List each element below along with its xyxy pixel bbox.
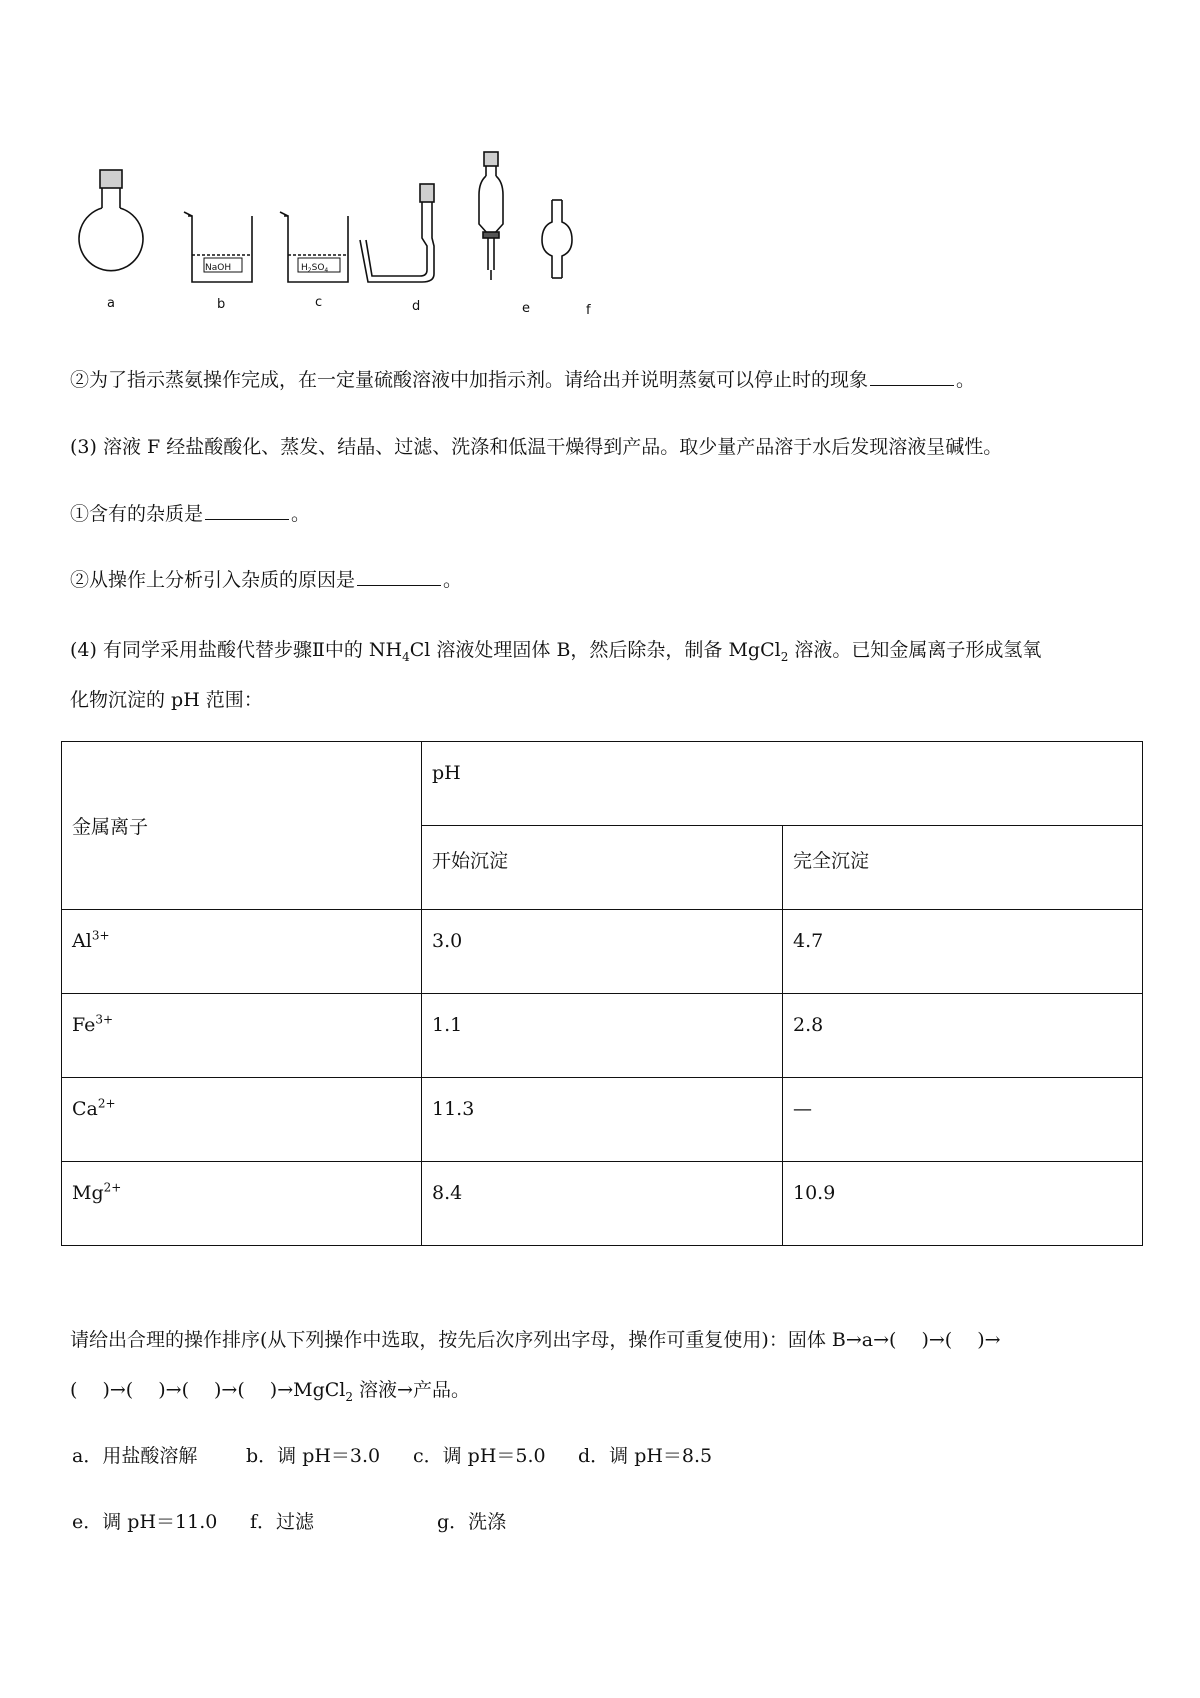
beaker-c-label: $H_2SO_4$ [301,263,329,274]
complete-cell: 4.7 [783,910,1143,994]
start-cell: 3.0 [422,910,783,994]
option-b: b．调 pH＝3.0 [246,1445,381,1467]
table-row [62,910,1143,994]
question-4-line2: 化物沉淀的 pH 范围： [70,689,263,711]
beaker-b-label: NaOH [205,263,232,273]
dropping-funnel [479,152,503,280]
label-c: c [315,295,323,310]
complete-cell: 10.9 [783,1162,1143,1246]
ph-table [61,741,1143,1246]
header-ion: 金属离子 [62,742,422,910]
answer-blank [357,569,441,586]
bent-tube [360,184,434,282]
order-line1: 请给出合理的操作排序(从下列操作中选取，按先后次序列出字母，操作可重复使用)：固体 B→a→( )→( )→ [70,1329,1001,1351]
answer-blank [205,503,289,520]
label-e: e [522,301,530,316]
question-3-2: ②从操作上分析引入杂质的原因是 。 [70,569,463,591]
drying-tube [542,200,572,278]
complete-cell: — [783,1078,1143,1162]
header-complete: 完全沉淀 [783,826,1143,910]
option-e: e．调 pH＝11.0 [72,1511,218,1533]
complete-cell: 2.8 [783,994,1143,1078]
header-ph: pH [422,742,1143,826]
label-b: b [217,297,226,312]
label-d: d [412,299,421,314]
option-c: c．调 pH＝5.0 [413,1445,546,1467]
option-f: f．过滤 [250,1511,315,1533]
ion-cell: $Fe^{3+}$ [62,994,422,1078]
apparatus-figure [70,150,630,320]
answer-blank [870,369,954,386]
question-4-line1: (4) 有同学采用盐酸代替步骤Ⅱ中的 $NH_4Cl$ 溶液处理固体 B，然后除杂，制备 MgCl$_2$ 溶液。已知金属离子形成氢氧 [70,639,1042,664]
question-3-1: ①含有的杂质是 。 [70,503,311,525]
ion-cell: $Mg^{2+}$ [62,1162,422,1246]
option-a: a．用盐酸溶解 [72,1445,198,1467]
start-cell: 8.4 [422,1162,783,1246]
table-row [62,1078,1143,1162]
start-cell: 11.3 [422,1078,783,1162]
question-2-2: ②为了指示蒸氨操作完成，在一定量硫酸溶液中加指示剂。请给出并说明蒸氨可以停止时的现象 。 [70,369,976,391]
round-bottom-flask [79,170,143,271]
question-3-intro: (3) 溶液 F 经盐酸酸化、蒸发、结晶、过滤、洗涤和低温干燥得到产品。取少量产品溶于水后发现溶液呈碱性。 [70,436,1003,458]
label-f: f [586,303,591,318]
option-d: d．调 pH＝8.5 [578,1445,713,1467]
ion-cell: $Al^{3+}$ [62,910,422,994]
table-row [62,1162,1143,1246]
start-cell: 1.1 [422,994,783,1078]
label-a: a [107,296,115,311]
table-row [62,994,1143,1078]
ion-cell: $Ca^{2+}$ [62,1078,422,1162]
option-g: g．洗涤 [437,1511,507,1533]
header-start: 开始沉淀 [422,826,783,910]
order-line2: ( )→( )→( )→( )→MgCl$_2$ 溶液→产品。 [70,1379,470,1404]
